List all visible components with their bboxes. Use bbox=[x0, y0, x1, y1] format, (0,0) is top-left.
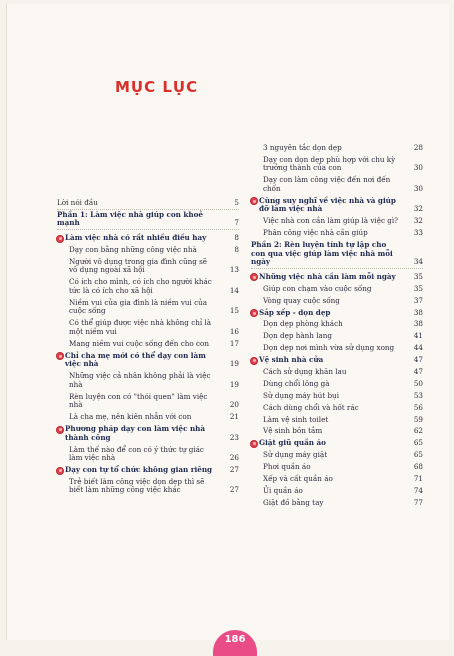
toc-entry-title: Sử dụng máy giặt bbox=[263, 450, 328, 460]
section-bullet-icon bbox=[56, 467, 64, 475]
toc-entry bbox=[251, 197, 423, 214]
toc-entry bbox=[251, 463, 423, 472]
toc-entry-title: 3 nguyên tắc dọn dẹp bbox=[263, 143, 342, 152]
toc-entry bbox=[57, 446, 239, 463]
toc-entry bbox=[57, 211, 239, 228]
section-bullet-icon bbox=[56, 426, 64, 434]
toc-entry-title: Dạy con dọn dẹp phù hợp với chu kỳ trưởng thành của con bbox=[263, 154, 396, 173]
toc-entry bbox=[251, 332, 423, 341]
toc-entry bbox=[251, 404, 423, 413]
toc-entry bbox=[251, 475, 423, 484]
toc-entry bbox=[57, 278, 239, 295]
toc-entry-page: 27 bbox=[229, 485, 239, 495]
toc-entry bbox=[57, 466, 239, 475]
toc-entry-title: Ủi quần áo bbox=[263, 485, 303, 495]
toc-entry bbox=[251, 356, 423, 365]
toc-entry-page: 27 bbox=[229, 465, 239, 474]
toc-entry-title: Dọn dẹp hành lang bbox=[263, 331, 333, 341]
toc-entry-title: Có thể giúp được việc nhà không chỉ là một niềm vui bbox=[69, 318, 212, 336]
divider bbox=[57, 229, 239, 230]
toc-entry bbox=[251, 368, 423, 377]
toc-entry bbox=[57, 340, 239, 349]
toc-entry bbox=[251, 176, 423, 193]
section-bullet-icon bbox=[56, 235, 64, 243]
toc-entry bbox=[251, 380, 423, 389]
toc-entry-title: Người vô dụng trong gia đình cũng sẽ vô dụng ngoài xã hội bbox=[69, 256, 208, 275]
toc-entry-page: 47 bbox=[413, 355, 423, 365]
toc-entry-title: Sắp xếp - dọn dẹp bbox=[259, 307, 331, 317]
toc-entry-title: Phân công việc nhà cần giúp bbox=[263, 228, 368, 238]
toc-entry-page: 32 bbox=[413, 216, 423, 226]
toc-entry-title: Phần 2: Rèn luyện tính tự lập cho con qua việc giúp làm việc nhà mỗi ngày bbox=[251, 240, 393, 267]
toc-entry-title: Làm thế nào để con có ý thức tự giác làm việc nhà bbox=[69, 444, 204, 463]
toc-entry-page: 62 bbox=[413, 426, 423, 436]
toc-entry-title: Làm việc nhà có rất nhiều điều hay bbox=[65, 233, 207, 243]
toc-entry-title: Dạy con làm công việc đến nơi đến chốn bbox=[263, 175, 391, 193]
toc-entry bbox=[251, 320, 423, 329]
toc-entry bbox=[251, 499, 423, 508]
toc-entry-title: Sử dụng máy hút bụi bbox=[263, 390, 339, 400]
toc-entry-page: 59 bbox=[413, 414, 423, 424]
toc-entry-title: Là cha mẹ, nên kiên nhẫn với con bbox=[69, 412, 192, 422]
toc-entry-page: 47 bbox=[413, 367, 423, 377]
toc-entry bbox=[57, 246, 239, 255]
toc-entry bbox=[251, 487, 423, 496]
toc-entry bbox=[251, 439, 423, 448]
toc-entry-page: 13 bbox=[229, 265, 239, 275]
toc-entry bbox=[251, 217, 423, 226]
toc-entry-title: Dùng chổi lông gà bbox=[263, 378, 330, 388]
toc-entry-page: 26 bbox=[229, 453, 239, 463]
toc-entry-title: Mang niềm vui cuộc sống đến cho con bbox=[69, 338, 209, 348]
toc-entry bbox=[57, 319, 239, 336]
toc-entry-title: Làm vệ sinh toilet bbox=[263, 414, 329, 424]
toc-entry-page: 71 bbox=[413, 474, 423, 484]
toc-entry-page: 14 bbox=[229, 285, 239, 295]
toc-entry-page: 35 bbox=[413, 283, 423, 293]
toc-entry bbox=[57, 299, 239, 316]
toc-entry-page: 16 bbox=[229, 326, 239, 336]
toc-entry-title: Niềm vui của gia đình là niềm vui của cuộc sống bbox=[69, 297, 208, 316]
toc-entry-title: Phơi quần áo bbox=[263, 462, 311, 472]
toc-entry-page: 19 bbox=[229, 359, 239, 369]
toc-entry-title: Lời nói đầu bbox=[57, 198, 98, 207]
section-bullet-icon bbox=[250, 357, 258, 365]
toc-entry-title: Giúp con chạm vào cuộc sống bbox=[263, 283, 372, 293]
toc-entry bbox=[251, 309, 423, 318]
toc-entry-page: 74 bbox=[413, 485, 423, 495]
toc-entry-page: 33 bbox=[413, 228, 423, 238]
toc-entry-page: 21 bbox=[229, 412, 239, 422]
toc-entry bbox=[57, 234, 239, 243]
toc-entry bbox=[251, 451, 423, 460]
toc-entry-page: 5 bbox=[234, 198, 239, 207]
divider bbox=[251, 268, 423, 269]
toc-left-column bbox=[57, 199, 239, 498]
toc-entry-title: Dọn dẹp phòng khách bbox=[263, 319, 343, 329]
toc-entry-title: Vệ sinh bồn tắm bbox=[263, 426, 323, 436]
toc-entry-page: 30 bbox=[413, 183, 423, 193]
toc-entry-page: 30 bbox=[413, 163, 423, 173]
toc-entry-page: 17 bbox=[229, 338, 239, 348]
toc-entry bbox=[57, 199, 239, 208]
toc-entry bbox=[251, 144, 423, 153]
toc-entry-page: 44 bbox=[413, 343, 423, 353]
toc-entry-title: Trẻ biết làm công việc dọn dẹp thì sẽ biết làm những công việc khác bbox=[69, 476, 205, 495]
toc-entry-title: Dạy con bằng những công việc nhà bbox=[69, 244, 197, 254]
toc-entry-title: Dọn dẹp nơi mình vừa sử dụng xong bbox=[263, 343, 395, 353]
page-number-badge: 186 bbox=[213, 630, 257, 656]
toc-entry bbox=[251, 273, 423, 282]
toc-entry-title: Cách sử dụng khăn lau bbox=[263, 367, 347, 377]
toc-right-column bbox=[251, 144, 423, 511]
toc-entry bbox=[251, 229, 423, 238]
toc-entry-title: Việc nhà con cần làm giúp là việc gì? bbox=[263, 216, 399, 226]
toc-entry-page: 65 bbox=[413, 450, 423, 460]
book-page bbox=[6, 4, 449, 645]
toc-entry bbox=[251, 156, 423, 173]
toc-entry bbox=[251, 285, 423, 294]
toc-entry bbox=[57, 258, 239, 275]
toc-entry-page: 50 bbox=[413, 378, 423, 388]
toc-entry-title: Phương pháp dạy con làm việc nhà thành công bbox=[65, 424, 206, 442]
toc-entry-title: Cách dùng chổi và hốt rác bbox=[263, 402, 359, 412]
toc-entry-page: 8 bbox=[234, 233, 239, 243]
toc-entry-title: Giặt đồ bằng tay bbox=[263, 497, 324, 507]
toc-entry-title: Giặt giũ quần áo bbox=[259, 438, 326, 448]
toc-entry-page: 56 bbox=[413, 402, 423, 412]
toc-title: MỤC LỤC bbox=[115, 78, 199, 96]
toc-entry bbox=[57, 352, 239, 369]
toc-entry-page: 7 bbox=[234, 218, 239, 228]
toc-entry bbox=[251, 297, 423, 306]
toc-entry bbox=[251, 427, 423, 436]
toc-entry bbox=[57, 393, 239, 410]
toc-entry-title: Những việc nhà cần làm mỗi ngày bbox=[259, 271, 396, 281]
toc-entry-title: Rèn luyện con có "thói quen" làm việc nhà bbox=[69, 391, 208, 410]
toc-entry-page: 65 bbox=[413, 438, 423, 448]
toc-entry-page: 20 bbox=[229, 400, 239, 410]
toc-entry bbox=[251, 241, 423, 267]
toc-entry bbox=[57, 413, 239, 422]
toc-entry-page: 38 bbox=[413, 319, 423, 329]
toc-entry-page: 23 bbox=[229, 432, 239, 442]
toc-entry-page: 19 bbox=[229, 379, 239, 389]
toc-entry bbox=[251, 392, 423, 401]
toc-entry-page: 15 bbox=[229, 306, 239, 316]
toc-entry-title: Cùng suy nghĩ về việc nhà và giúp đỡ làm việc nhà bbox=[259, 195, 396, 214]
toc-entry-page: 35 bbox=[413, 271, 423, 281]
toc-entry-page: 28 bbox=[413, 143, 423, 152]
toc-entry bbox=[251, 344, 423, 353]
toc-entry bbox=[57, 372, 239, 389]
toc-entry-page: 38 bbox=[413, 307, 423, 317]
toc-entry-page: 41 bbox=[413, 331, 423, 341]
toc-entry-title: Chỉ cha mẹ mới có thể dạy con làm việc nhà bbox=[65, 350, 206, 369]
toc-entry-title: Dạy con tự tổ chức không gian riêng bbox=[65, 465, 213, 474]
toc-entry-title: Những việc cả nhân không phải là việc nhà bbox=[69, 371, 211, 389]
toc-entry-title: Phần 1: Làm việc nhà giúp con khoẻ mạnh bbox=[57, 209, 203, 228]
toc-entry-title: Có ích cho mình, có ích cho người khác tức là có ích cho xã hội bbox=[69, 277, 212, 295]
toc-entry-title: Xếp và cất quần áo bbox=[263, 474, 333, 484]
toc-entry-page: 53 bbox=[413, 390, 423, 400]
toc-entry-page: 34 bbox=[413, 257, 423, 267]
toc-entry-page: 68 bbox=[413, 462, 423, 472]
toc-entry bbox=[57, 425, 239, 442]
toc-entry-page: 32 bbox=[413, 204, 423, 214]
toc-entry-page: 37 bbox=[413, 295, 423, 305]
toc-entry-page: 77 bbox=[413, 497, 423, 507]
toc-entry bbox=[57, 478, 239, 495]
toc-entry-title: Vệ sinh nhà cửa bbox=[259, 355, 324, 365]
toc-entry-page: 8 bbox=[234, 244, 239, 254]
section-bullet-icon bbox=[250, 440, 258, 448]
toc-entry-title: Vòng quay cuộc sống bbox=[263, 295, 340, 305]
toc-entry bbox=[251, 416, 423, 425]
